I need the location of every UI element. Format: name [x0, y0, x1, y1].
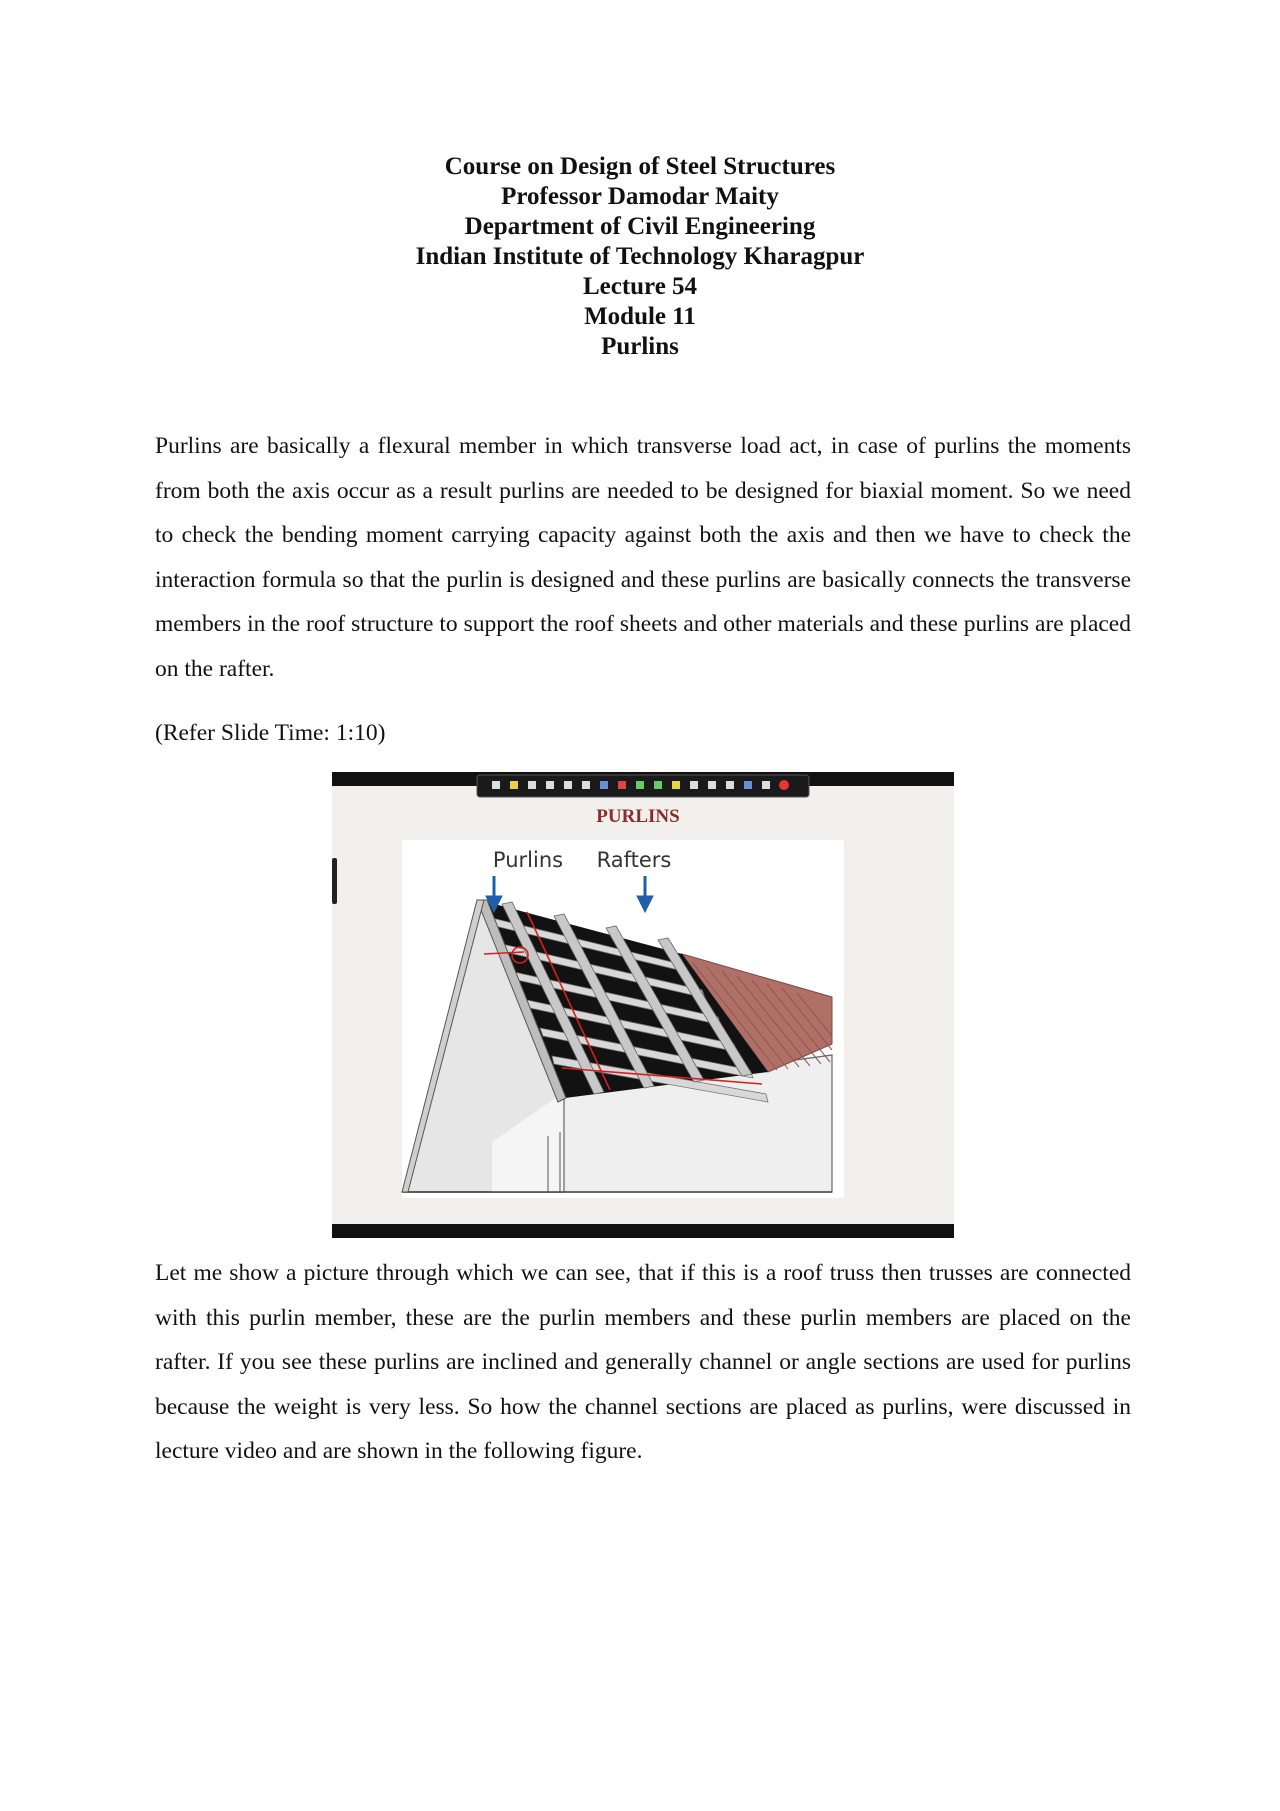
lecture-number: Lecture 54 — [582, 273, 698, 300]
paragraph-explanation: Let me show a picture through which we can see, that if this is a roof truss then trusses are connected with this purlin member, these are the purlin members and these purlin members are placed on the rafter. If you see these purlins are inclined and generally channel or angle sections are used for purlins because the weight is very less. So how the channel sections are placed as purlins, were discussed in lecture video and are shown in the following figure. — [155, 1260, 1131, 1464]
slide-time-reference: (Refer Slide Time: 1:10) — [155, 720, 386, 746]
paragraph-intro: Purlins are basically a flexural member in which transverse load act, in case of purlins the moments from both the axis occur as a result purlins are needed to be designed for biaxial moment. So we need to check the bending moment carrying capacity against both the axis and then we have to check the interaction formula so that the purlin is designed and these purlins are basically connects the transverse members in the roof structure to support the roof sheets and other materials and these purlins are placed on the rafter. — [155, 433, 1131, 682]
label-purlins: Purlins — [492, 848, 564, 872]
document-header — [0, 152, 1280, 362]
professor-name: Professor Damodar Maity — [501, 183, 779, 210]
topic-title: Purlins — [601, 333, 679, 360]
department-name: Department of Civil Engineering — [464, 213, 816, 240]
slide-image-purlins — [332, 772, 954, 1238]
label-rafters: Rafters — [596, 848, 672, 872]
slide-title: PURLINS — [596, 806, 680, 827]
institute-name: Indian Institute of Technology Kharagpur — [415, 243, 865, 270]
module-number: Module 11 — [584, 303, 696, 330]
course-title: Course on Design of Steel Structures — [444, 153, 836, 180]
annotation-toolbar — [477, 775, 809, 797]
